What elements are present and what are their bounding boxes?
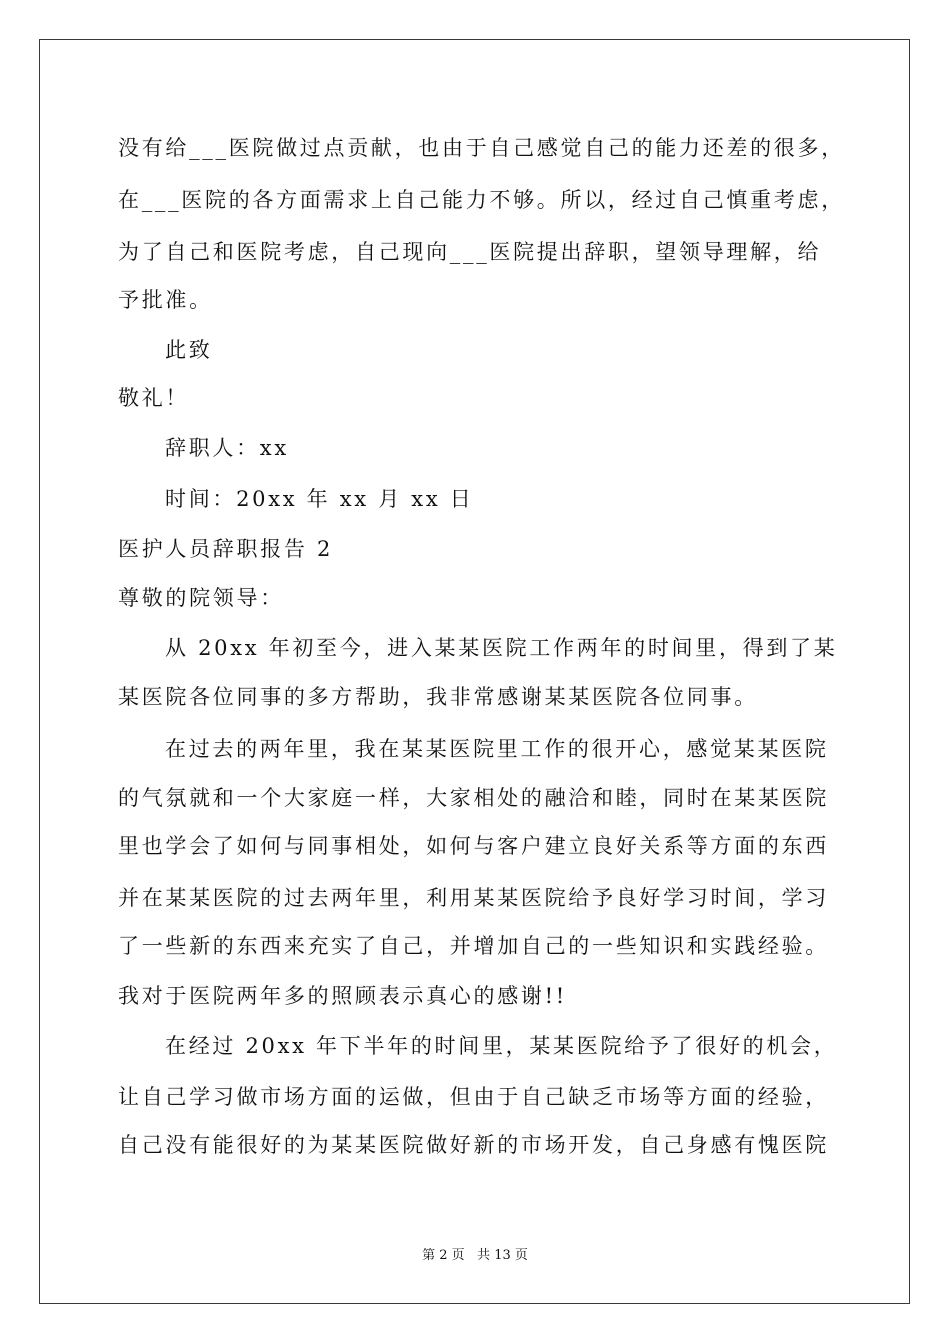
text-line: 自己没有能很好的为某某医院做好新的市场开发，自己身感有愧医院: [118, 1133, 829, 1157]
text-line: 为了自己和医院考虑，自己现向___医院提出辞职，望领导理解，给: [118, 240, 822, 264]
text-line: 在经过 20xx 年下半年的时间里，某某医院给予了很好的机会，: [165, 1034, 838, 1058]
addressee: 尊敬的院领导：: [118, 586, 284, 610]
text-line: 没有给___医院做过点贡献，也由于自己感觉自己的能力还差的很多，: [118, 136, 845, 160]
text-line: 在___医院的各方面需求上自己能力不够。所以，经过自己慎重考虑，: [118, 188, 845, 212]
text-line: 我对于医院两年多的照顾表示真心的感谢!!: [118, 984, 567, 1008]
salutation-respect: 敬礼！: [118, 386, 190, 410]
text-line: 让自己学习做市场方面的运做，但由于自己缺乏市场等方面的经验，: [118, 1085, 829, 1109]
page-footer: 第 2 页 共 13 页: [422, 1248, 528, 1263]
text-line: 从 20xx 年初至今，进入某某医院工作两年的时间里，得到了某: [165, 636, 838, 660]
section-title: 医护人员辞职报告 2: [118, 537, 334, 561]
salutation-closing: 此致: [165, 338, 213, 362]
text-line: 在过去的两年里，我在某某医院里工作的很开心，感觉某某医院: [165, 737, 829, 761]
text-line: 的气氛就和一个大家庭一样，大家相处的融洽和睦，同时在某某医院: [118, 786, 829, 810]
text-line: 予批准。: [118, 288, 213, 312]
text-line: 并在某某医院的过去两年里，利用某某医院给予良好学习时间，学习: [118, 886, 829, 910]
date-line: 时间：20xx 年 xx 月 xx 日: [165, 487, 474, 511]
text-line: 了一些新的东西来充实了自己，并增加自己的一些知识和实践经验。: [118, 934, 829, 958]
page-border: [39, 39, 910, 1304]
text-line: 某医院各位同事的多方帮助，我非常感谢某某医院各位同事。: [118, 685, 758, 709]
text-line: 里也学会了如何与同事相处，如何与客户建立良好关系等方面的东西: [118, 834, 829, 858]
resigner-name: 辞职人：xx: [165, 436, 289, 460]
